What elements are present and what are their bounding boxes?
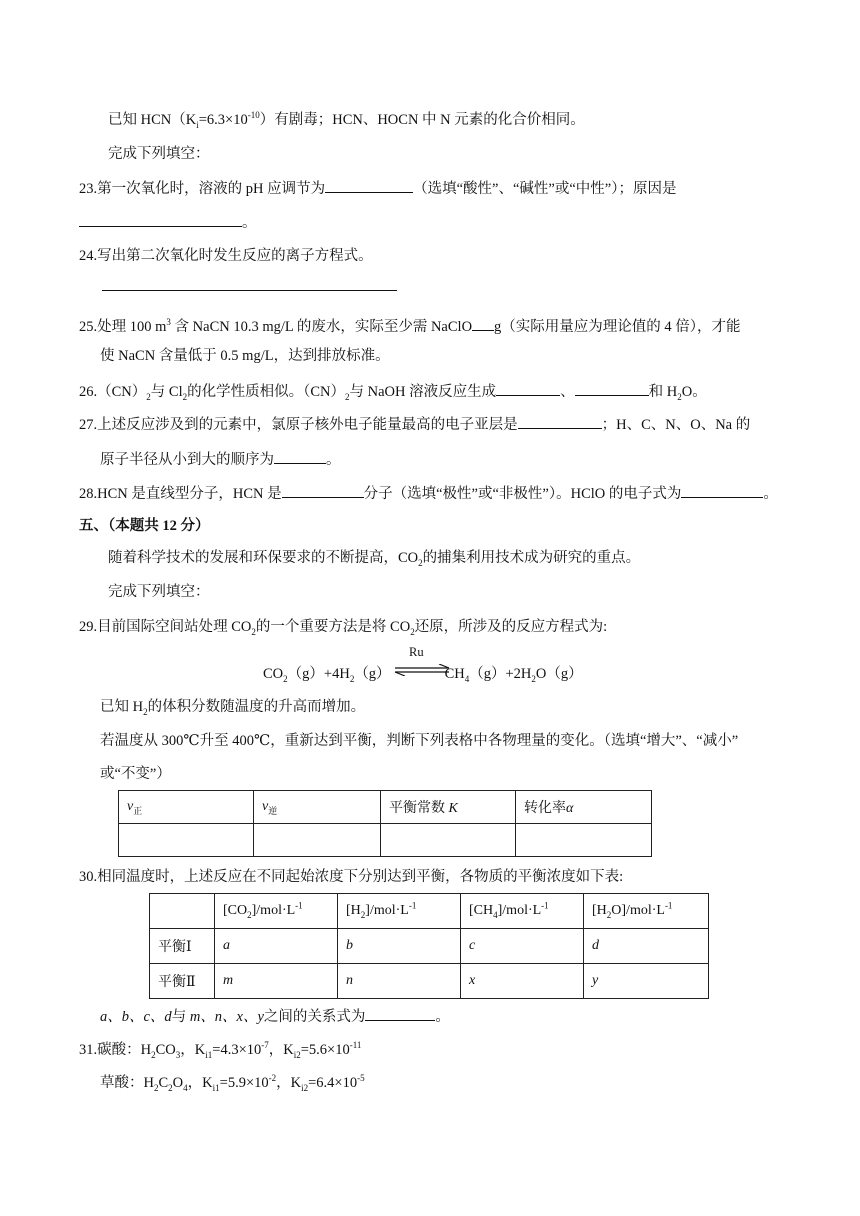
answer-cell[interactable] (119, 824, 254, 857)
answer-blank[interactable] (282, 483, 364, 498)
question-29-line: 若温度从 300℃升至 400℃，重新达到平衡，判断下列表格中各物理量的变化。（选填“增大”、“减小” (100, 733, 739, 749)
answer-blank[interactable] (325, 178, 413, 193)
question-25-cont: 使 NaCN 含量低于 0.5 mg/L，达到排放标准。 (100, 348, 390, 364)
table-cell: d (584, 929, 709, 964)
question-28: 28.HCN 是直线型分子，HCN 是 分子（选填“极性”或“非极性”）。HClO 的电子式为 。 (79, 483, 778, 504)
table-cell: m (215, 964, 338, 999)
table-header: $[H_2O]/mol\cdot L^{-1}$ (584, 894, 709, 929)
question-29-line2: 或“不变”） (100, 766, 171, 782)
table-header: $[CH_4]/mol\cdot L^{-1}$ (461, 894, 584, 929)
answer-cell[interactable] (254, 824, 381, 857)
question-24: 24.写出第二次氧化时发生反应的离子方程式。 (79, 248, 373, 264)
question-23-cont: 。 (79, 212, 257, 233)
table-row (150, 964, 709, 999)
note-line: 已知 $H_2$的体积分数随温度的升高而增加。 (100, 699, 366, 717)
table-cell: c (461, 929, 584, 964)
fill-prompt: 完成下列填空： (108, 584, 210, 600)
answer-blank[interactable] (79, 212, 242, 227)
answer-blank[interactable] (102, 276, 397, 291)
row-label: 平衡Ⅱ (150, 964, 215, 999)
table-cell: b (338, 929, 461, 964)
question-26: $26.(CN)_2$与 $Cl_2$的化学性质相似。$(CN)_2$与 NaOH 溶液反应生成 、 和 $H_2O$。 (79, 381, 707, 402)
question-25: 25.处理 100 $m^3$ 含 NaCN 10.3 mg/L 的废水，实际至少需 NaClO g（实际用量应为理论值的 4 倍），才能 (79, 317, 741, 335)
table-header: $[CO_2]/mol\cdot L^{-1}$ (215, 894, 338, 929)
corner-cell (150, 894, 215, 929)
change-table (118, 790, 652, 857)
table-cell: n (338, 964, 461, 999)
section-heading: 五、（本题共 12 分） (79, 518, 210, 534)
question-24-answer (102, 276, 397, 297)
question-27-cont: 原子半径从小到大的顺序为 。 (100, 449, 341, 470)
known-line: 已知 $HCN(K_i=6.3\times 10^{-10})$有剧毒；HCN、HOCN 中 N 元素的化合价相同。 (108, 110, 585, 130)
fill-prompt: 完成下列填空： (108, 146, 210, 162)
answer-cell[interactable] (516, 824, 652, 857)
answer-blank[interactable] (518, 414, 602, 429)
catalyst-label: Ru (409, 645, 424, 659)
question-30: 30.相同温度时，上述反应在不同起始浓度下分别达到平衡，各物质的平衡浓度如下表: (79, 869, 624, 885)
question-23: 23.第一次氧化时，溶液的 pH 应调节为 （选填“酸性”、“碱性”或“中性”）；原因是 (79, 178, 676, 199)
table-header: $[H_2]/mol\cdot L^{-1}$ (338, 894, 461, 929)
table-row (150, 929, 709, 964)
header-v-reverse: $v_逆$ (254, 791, 381, 824)
header-k: 平衡常数 K (381, 791, 516, 824)
answer-blank[interactable] (575, 381, 649, 396)
answer-cell[interactable] (381, 824, 516, 857)
question-31-carbonic: 31.碳酸：$H_2CO_3$，$K_{i1}=4.3\times 10^{-7}$，$K_{i2}=5.6\times 10^{-11}$ (79, 1040, 362, 1060)
table-cell: a (215, 929, 338, 964)
section-intro: 随着科学技术的发展和环保要求的不断提高，$CO_2$的捕集利用技术成为研究的重点。 (108, 550, 641, 568)
concentration-table (149, 893, 709, 999)
question-31-oxalic: 草酸：$H_2C_2O_4$，$K_{i1}=5.9\times 10^{-2}$，$K_{i2}=6.4\times 10^{-5}$ (100, 1073, 365, 1093)
row-label: 平衡Ⅰ (150, 929, 215, 964)
table-cell: y (584, 964, 709, 999)
reaction-equation: $CO_2(g)+4H_2(g)$ $CH_4(g)+2H_2O(g)$ (263, 666, 583, 684)
question-27: 27.上述反应涉及到的元素中，氯原子核外电子能量最高的电子亚层是 ；H、C、N、O、Na 的 (79, 414, 750, 435)
relation-line: a、b、c、d与 m、n、x、y之间的关系式为 。 (100, 1006, 450, 1027)
question-29: 29.目前国际空间站处理 $CO_2$的一个重要方法是将 $CO_2$还原，所涉及的反应方程式为: (79, 619, 608, 637)
answer-blank[interactable] (472, 316, 494, 331)
header-v-forward: $v_正$ (119, 791, 254, 824)
answer-blank[interactable] (274, 449, 326, 464)
answer-blank[interactable] (496, 381, 560, 396)
answer-blank[interactable] (365, 1006, 435, 1021)
table-cell: x (461, 964, 584, 999)
header-alpha: 转化率α (516, 791, 652, 824)
answer-blank[interactable] (681, 483, 763, 498)
